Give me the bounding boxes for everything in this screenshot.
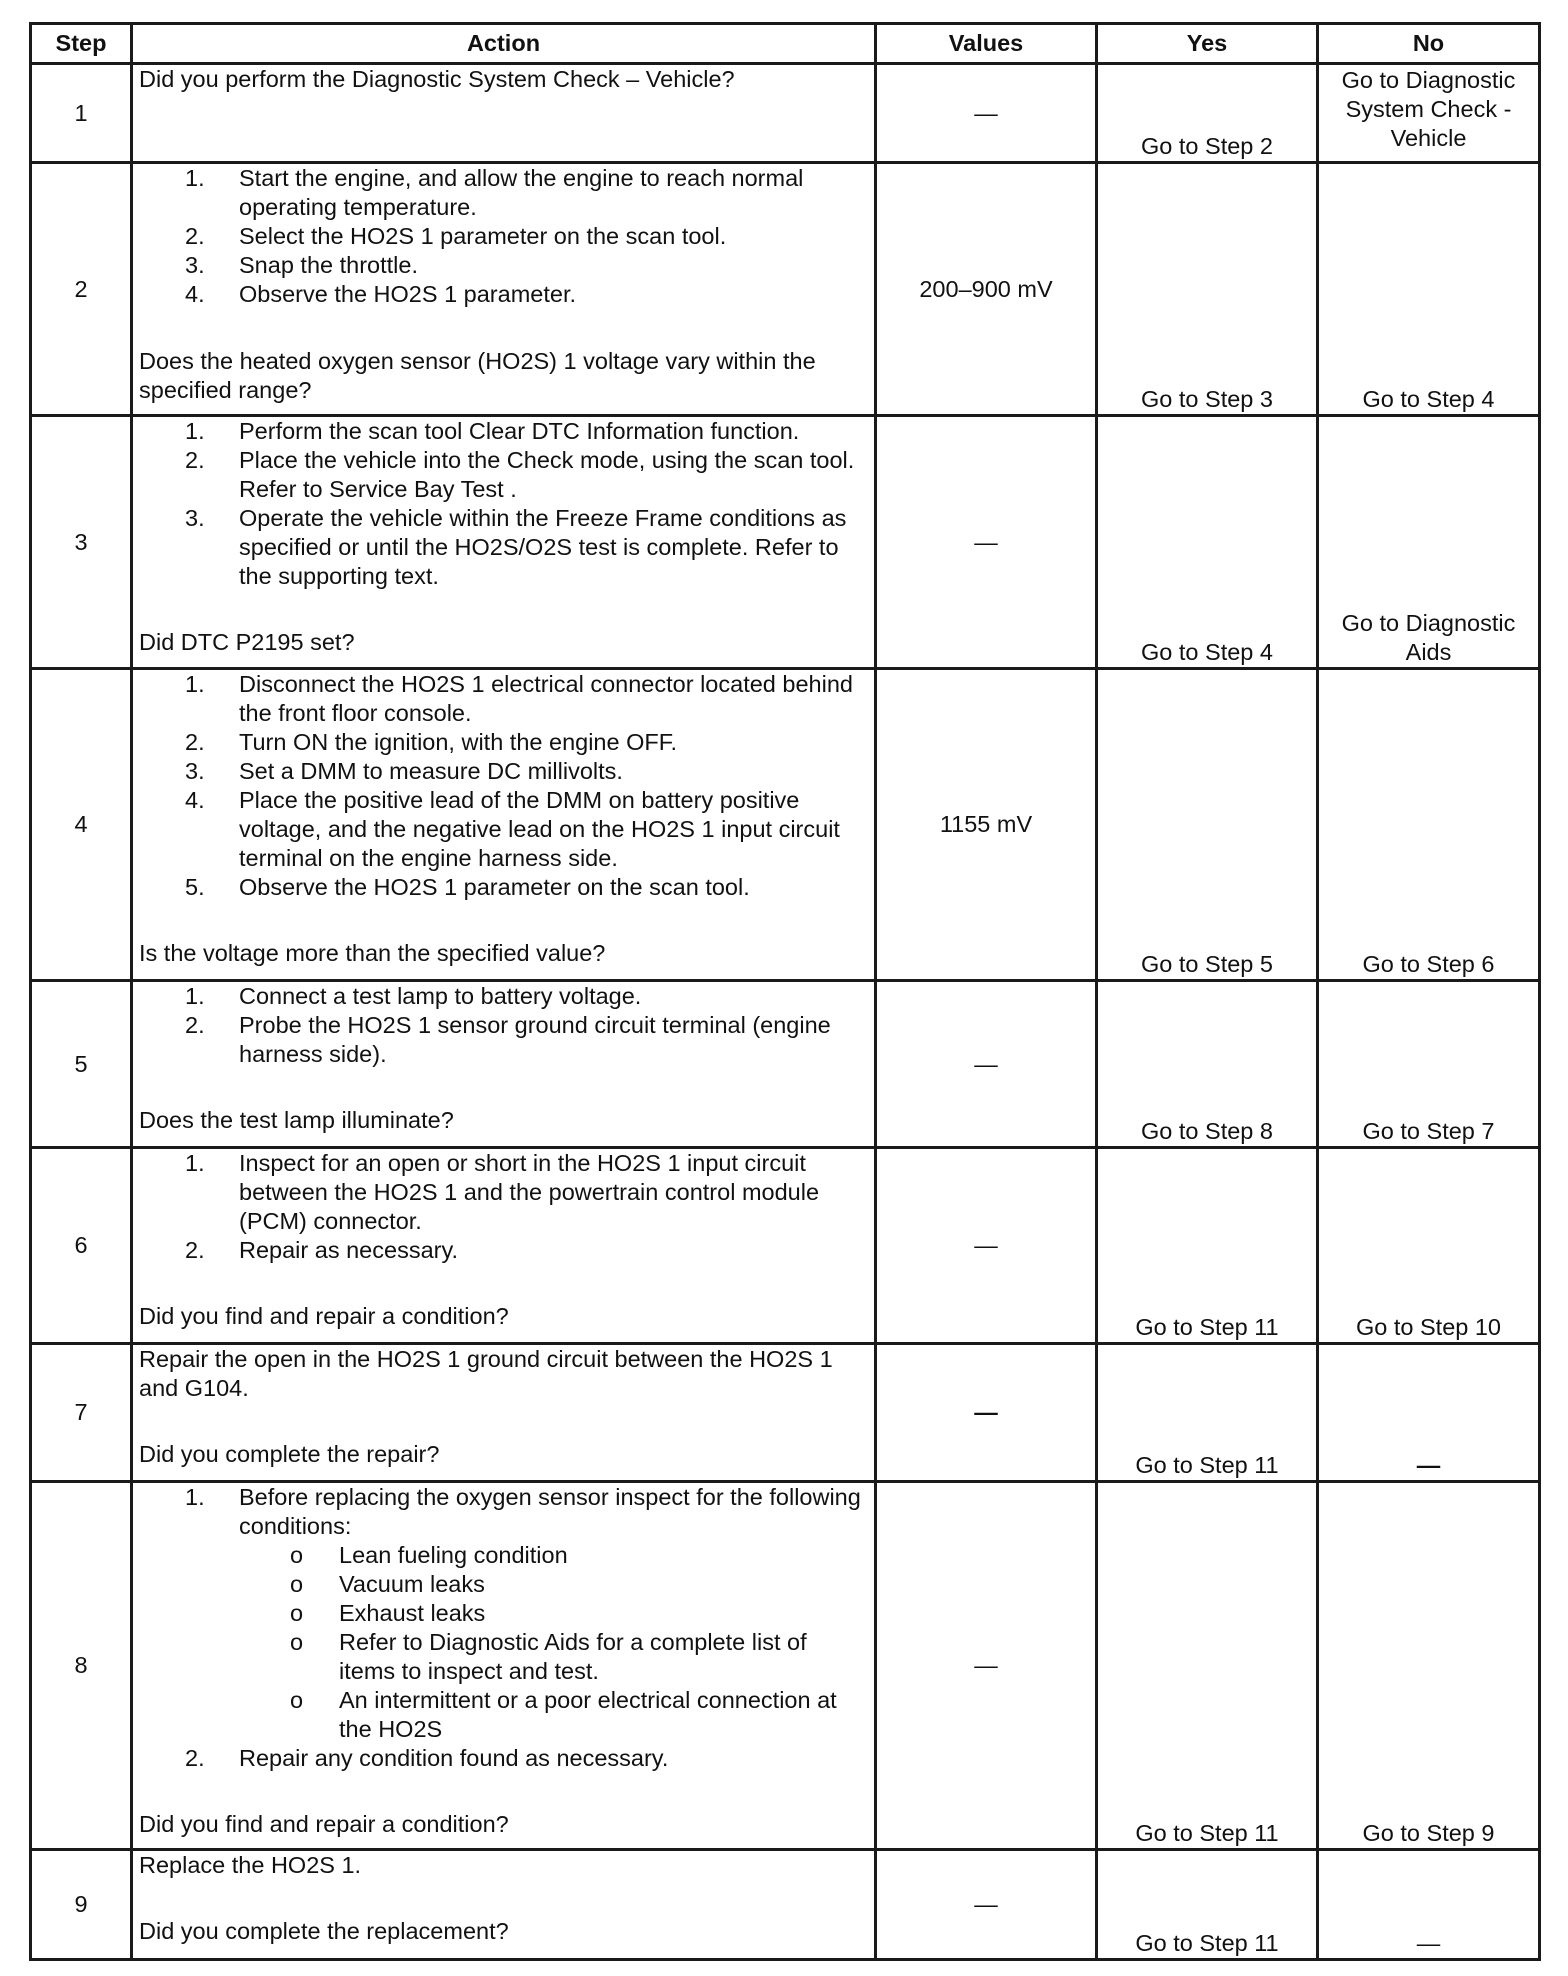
step-text: Before replacing the oxygen sensor inspect for the following conditions: (239, 1484, 861, 1539)
step-index: 3. (185, 252, 205, 278)
step-number: 5 (31, 981, 132, 1148)
no-cell: Go to Step 4 (1318, 163, 1540, 416)
list-item-text: Lean fueling condition (339, 1542, 568, 1568)
header-row (31, 24, 1540, 64)
action-question: Does the heated oxygen sensor (HO2S) 1 voltage vary within the specified range? (139, 348, 816, 403)
action-step (139, 1236, 868, 1265)
step-index: 2. (185, 1745, 205, 1771)
step-index: 4. (185, 281, 205, 307)
action-steps (139, 670, 868, 902)
condition-list (239, 1541, 868, 1744)
header-step: Step (31, 24, 132, 64)
step-text: Place the positive lead of the DMM on battery positive voltage, and the negative lead on the HO2S 1 input circuit terminal on the engine harness side. (239, 787, 840, 871)
step-text: Start the engine, and allow the engine to reach normal operating temperature. (239, 165, 804, 220)
action-cell (132, 416, 876, 669)
action-steps (139, 164, 868, 309)
step-index: 4. (185, 787, 205, 813)
step-index: 2. (185, 729, 205, 755)
table-row (31, 163, 1540, 416)
action-cell (132, 1482, 876, 1850)
no-cell: Go to Step 7 (1318, 981, 1540, 1148)
list-item (239, 1599, 868, 1628)
yes-cell: Go to Step 11 (1097, 1482, 1318, 1850)
list-item (239, 1686, 868, 1744)
step-text: Perform the scan tool Clear DTC Information function. (239, 418, 800, 444)
action-steps (139, 1149, 868, 1265)
action-cell (132, 163, 876, 416)
header-values: Values (876, 24, 1097, 64)
bullet: o (290, 1571, 304, 1597)
no-cell: Go to Step 10 (1318, 1148, 1540, 1344)
bullet: o (290, 1687, 304, 1713)
no-cell: — (1318, 1344, 1540, 1482)
values-cell: 1155 mV (876, 669, 1097, 981)
values-cell: — (876, 64, 1097, 163)
values-cell: — (876, 1482, 1097, 1850)
action-step (139, 670, 868, 728)
no-line: Go to Diagnostic (1341, 67, 1516, 93)
step-text: Select the HO2S 1 parameter on the scan tool. (239, 223, 727, 249)
bullet: o (290, 1542, 304, 1568)
action-steps (139, 417, 868, 591)
action-question: Does the test lamp illuminate? (139, 1107, 454, 1133)
step-index: 2. (185, 223, 205, 249)
table-row (31, 64, 1540, 163)
step-index: 2. (185, 447, 205, 473)
action-cell (132, 64, 876, 163)
bullet: o (290, 1600, 304, 1626)
no-line: System Check - (1345, 96, 1512, 122)
action-step (139, 504, 868, 591)
table-row (31, 1482, 1540, 1850)
step-number: 2 (31, 163, 132, 416)
step-number: 3 (31, 416, 132, 669)
action-step (139, 1011, 868, 1069)
no-cell (1318, 64, 1540, 163)
action-question: Did you perform the Diagnostic System Check – Vehicle? (139, 66, 735, 92)
step-index: 1. (185, 671, 205, 697)
step-text: Repair as necessary. (239, 1237, 458, 1263)
step-index: 2. (185, 1012, 205, 1038)
list-item (239, 1541, 868, 1570)
yes-cell: Go to Step 11 (1097, 1850, 1318, 1960)
list-item-text: Vacuum leaks (339, 1571, 485, 1597)
action-step (139, 982, 868, 1011)
no-line: Vehicle (1390, 125, 1467, 151)
step-text: Operate the vehicle within the Freeze Frame conditions as specified or until the HO2S/O2S test is complete. Refer to the supporting text. (239, 505, 847, 589)
step-number: 7 (31, 1344, 132, 1482)
action-question: Is the voltage more than the specified value? (139, 940, 606, 966)
yes-cell: Go to Step 11 (1097, 1148, 1318, 1344)
action-step (139, 446, 868, 504)
action-steps (139, 1744, 868, 1773)
list-item (239, 1570, 868, 1599)
action-step (139, 786, 868, 873)
action-cell (132, 1148, 876, 1344)
action-step (139, 757, 868, 786)
values-cell: — (876, 1148, 1097, 1344)
diagnostic-table (29, 22, 1541, 1961)
action-step (139, 164, 868, 222)
step-text: Probe the HO2S 1 sensor ground circuit terminal (engine harness side). (239, 1012, 831, 1067)
step-text: Inspect for an open or short in the HO2S 1 input circuit between the HO2S 1 and the powertrain control module (PCM) connector. (239, 1150, 820, 1234)
action-question: Did you find and repair a condition? (139, 1811, 509, 1837)
step-number: 4 (31, 669, 132, 981)
action-intro: Replace the HO2S 1. (139, 1852, 362, 1878)
action-question: Did you complete the replacement? (139, 1918, 509, 1944)
step-text: Observe the HO2S 1 parameter. (239, 281, 576, 307)
header-action: Action (132, 24, 876, 64)
action-cell (132, 669, 876, 981)
action-cell (132, 1850, 876, 1960)
yes-cell: Go to Step 5 (1097, 669, 1318, 981)
header-no: No (1318, 24, 1540, 64)
values-cell: — (876, 416, 1097, 669)
no-cell: — (1318, 1850, 1540, 1960)
action-step (139, 417, 868, 446)
values-cell: — (876, 981, 1097, 1148)
step-number: 6 (31, 1148, 132, 1344)
table-row (31, 1344, 1540, 1482)
action-intro: Repair the open in the HO2S 1 ground circuit between the HO2S 1 and G104. (139, 1346, 833, 1401)
action-steps (139, 982, 868, 1069)
step-text: Turn ON the ignition, with the engine OFF. (239, 729, 678, 755)
step-text: Connect a test lamp to battery voltage. (239, 983, 642, 1009)
step-text: Place the vehicle into the Check mode, using the scan tool. Refer to Service Bay Test . (239, 447, 855, 502)
values-cell: — (876, 1850, 1097, 1960)
step-text: Disconnect the HO2S 1 electrical connector located behind the front floor console. (239, 671, 853, 726)
step-number: 9 (31, 1850, 132, 1960)
step-index: 5. (185, 874, 205, 900)
step-index: 1. (185, 165, 205, 191)
header-yes: Yes (1097, 24, 1318, 64)
step-index: 2. (185, 1237, 205, 1263)
action-step (139, 1483, 868, 1541)
step-text: Repair any condition found as necessary. (239, 1745, 669, 1771)
action-step (139, 251, 868, 280)
step-index: 3. (185, 758, 205, 784)
step-index: 1. (185, 983, 205, 1009)
no-line: Go to Diagnostic (1341, 610, 1516, 636)
list-item-text: An intermittent or a poor electrical connection at the HO2S (339, 1687, 837, 1742)
table-row (31, 1850, 1540, 1960)
step-index: 3. (185, 505, 205, 531)
yes-cell: Go to Step 11 (1097, 1344, 1318, 1482)
list-item (239, 1628, 868, 1686)
yes-cell: Go to Step 3 (1097, 163, 1318, 416)
step-number: 1 (31, 64, 132, 163)
yes-cell: Go to Step 8 (1097, 981, 1318, 1148)
action-question: Did you complete the repair? (139, 1441, 440, 1467)
step-text: Snap the throttle. (239, 252, 418, 278)
step-index: 1. (185, 1150, 205, 1176)
action-step (139, 222, 868, 251)
step-index: 1. (185, 1484, 205, 1510)
action-step (139, 280, 868, 309)
no-cell: Go to Step 6 (1318, 669, 1540, 981)
step-number: 8 (31, 1482, 132, 1850)
action-cell (132, 1344, 876, 1482)
no-cell: Go to Step 9 (1318, 1482, 1540, 1850)
list-item-text: Exhaust leaks (339, 1600, 486, 1626)
values-cell: — (876, 1344, 1097, 1482)
table-row (31, 416, 1540, 669)
bullet: o (290, 1629, 304, 1655)
yes-cell: Go to Step 2 (1097, 64, 1318, 163)
action-question: Did you find and repair a condition? (139, 1303, 509, 1329)
list-item-text: Refer to Diagnostic Aids for a complete list of items to inspect and test. (339, 1629, 807, 1684)
no-cell (1318, 416, 1540, 669)
action-cell (132, 981, 876, 1148)
table-row (31, 669, 1540, 981)
no-line: Aids (1405, 639, 1452, 665)
action-step (139, 873, 868, 902)
step-index: 1. (185, 418, 205, 444)
action-step (139, 1744, 868, 1773)
action-question: Did DTC P2195 set? (139, 629, 355, 655)
action-step (139, 728, 868, 757)
values-cell: 200–900 mV (876, 163, 1097, 416)
action-steps (139, 1483, 868, 1541)
step-text: Set a DMM to measure DC millivolts. (239, 758, 623, 784)
table-row (31, 1148, 1540, 1344)
action-step (139, 1149, 868, 1236)
yes-cell: Go to Step 4 (1097, 416, 1318, 669)
step-text: Observe the HO2S 1 parameter on the scan tool. (239, 874, 750, 900)
table-row (31, 981, 1540, 1148)
